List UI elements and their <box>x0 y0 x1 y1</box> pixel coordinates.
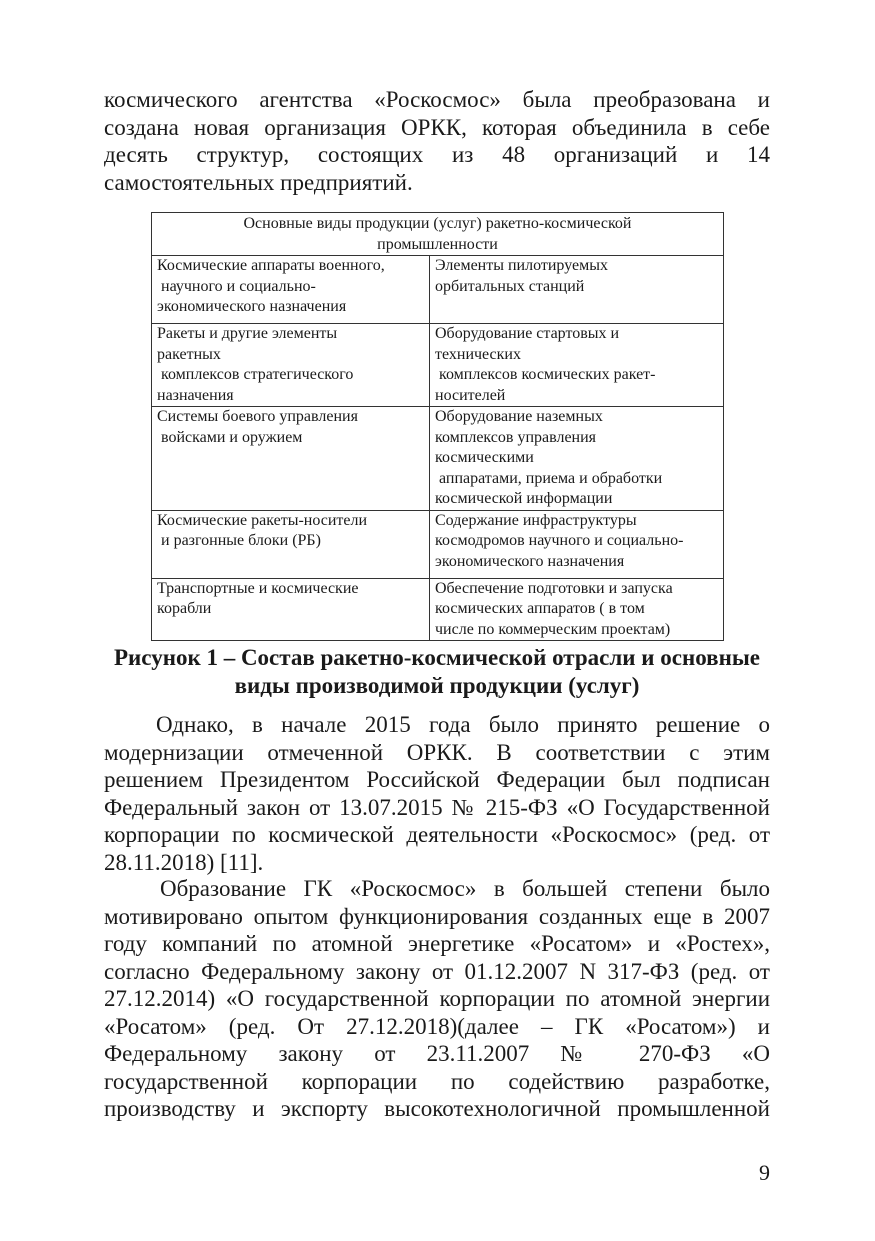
cell-line: орбитальных станций <box>435 277 585 295</box>
text-line: Федеральный закон от 13.07.2015 № 215-ФЗ «О Государственной <box>104 794 770 820</box>
text-line: производству и экспорту высокотехнологичной промышленной <box>104 1096 770 1121</box>
cell-line: космических аппаратов ( в том <box>435 600 645 617</box>
paragraph-roscosmos-formation <box>104 875 770 1123</box>
paragraph-intro <box>104 86 770 196</box>
text-line: году компаний по атомной энергетике «Росатом» и «Ростех», <box>104 931 770 956</box>
cell-line: числе по коммерческим проектам) <box>435 620 671 638</box>
cell-line: космическими <box>435 449 534 466</box>
caption-line: Рисунок 1 – Состав ракетно-космической отрасли и основные <box>113 645 761 670</box>
cell-line: экономического назначения <box>435 552 625 570</box>
page-number: 9 <box>759 1160 770 1185</box>
cell-line: корабли <box>157 600 212 617</box>
table-cell-right <box>430 510 724 578</box>
cell-line: комплексов управления <box>435 428 597 446</box>
cell-line: космодромов научного и социально- <box>435 532 684 549</box>
text-line: 27.12.2014) «О государственной корпорации по атомной энергии <box>104 986 770 1011</box>
text-line: космического агентства «Роскосмос» была преобразована и <box>104 87 770 112</box>
paragraph-modernization <box>104 711 770 876</box>
text-line: Однако, в начале 2015 года было принято решение о <box>156 712 770 737</box>
cell-line: Обеспечение подготовки и запуска <box>435 579 673 597</box>
cell-line: Оборудование наземных <box>435 408 603 425</box>
cell-line: Элементы пилотируемых <box>435 257 608 274</box>
text-line: решением Президентом Российской Федерации был подписан <box>104 767 770 792</box>
text-line: государственной корпорации по содействию разработке, <box>104 1068 770 1094</box>
cell-line: Ракеты и другие элементы <box>157 325 338 342</box>
cell-line: ракетных <box>157 345 221 363</box>
table-row <box>152 256 724 324</box>
cell-line: Оборудование стартовых и <box>435 325 620 342</box>
cell-line: войсками и оружием <box>157 428 303 446</box>
cell-line: аппаратами, приема и обработки <box>435 469 663 487</box>
cell-line: Космические ракеты-носители <box>157 511 368 529</box>
table-row <box>152 510 724 578</box>
table-cell-left <box>152 407 430 511</box>
cell-line: Космические аппараты военного, <box>157 257 385 274</box>
table-header-row <box>152 213 724 256</box>
cell-line: носителей <box>435 386 506 404</box>
text-line: «Росатом» (ред. От 27.12.2018)(далее – ГК «Росатом») и <box>104 1013 770 1039</box>
table-cell-right <box>430 324 724 407</box>
cell-line: Содержание инфраструктуры <box>435 511 637 529</box>
cell-line: научного и социально- <box>157 277 316 295</box>
text-line: корпорации по космической деятельности «Роскосмос» (ред. от <box>104 822 770 847</box>
cell-line: космической информации <box>435 490 613 507</box>
table-cell-left <box>152 510 430 578</box>
cell-line: и разгонные блоки (РБ) <box>157 532 321 549</box>
text-line: согласно Федеральному закону от 01.12.2007 N 317-ФЗ (ред. от <box>104 958 770 984</box>
products-table <box>151 212 724 641</box>
text-line: десять структур, состоящих из 48 организаций и 14 <box>104 142 770 167</box>
text-line: 28.11.2018) [11]. <box>104 849 264 875</box>
text-line: Образование ГК «Роскосмос» в большей степени было <box>160 876 770 901</box>
table-cell-right <box>430 407 724 511</box>
cell-line: экономического назначения <box>157 298 347 315</box>
text-line: мотивировано опытом функционирования созданных еще в 2007 <box>104 903 770 929</box>
table-row <box>152 324 724 407</box>
table-cell-left <box>152 256 430 324</box>
text-line: самостоятельных предприятий. <box>104 169 413 195</box>
figure-caption <box>104 644 770 699</box>
table-cell-left <box>152 578 430 641</box>
table-cell-right <box>430 578 724 641</box>
table-cell-right <box>430 256 724 324</box>
cell-line: комплексов космических ракет- <box>435 366 656 383</box>
table-row <box>152 407 724 511</box>
text-line: Федеральному закону от 23.11.2007 № 270-ФЗ «О <box>104 1041 770 1066</box>
table-cell-left <box>152 324 430 407</box>
text-line: модернизации отмеченной ОРКК. В соответствии с этим <box>104 739 770 765</box>
table-row <box>152 578 724 641</box>
table-header-cell <box>152 213 724 256</box>
cell-line: технических <box>435 345 521 363</box>
cell-line: Транспортные и космические <box>157 579 359 597</box>
caption-line: виды производимой продукции (услуг) <box>234 672 640 698</box>
table-header-line: промышленности <box>377 235 498 253</box>
cell-line: комплексов стратегического <box>157 366 354 383</box>
table-header-line: Основные виды продукции (услуг) ракетно-космической <box>243 215 632 232</box>
text-line: создана новая организация ОРКК, которая объединила в себе <box>104 114 770 140</box>
cell-line: Системы боевого управления <box>157 408 358 425</box>
cell-line: назначения <box>157 386 234 404</box>
